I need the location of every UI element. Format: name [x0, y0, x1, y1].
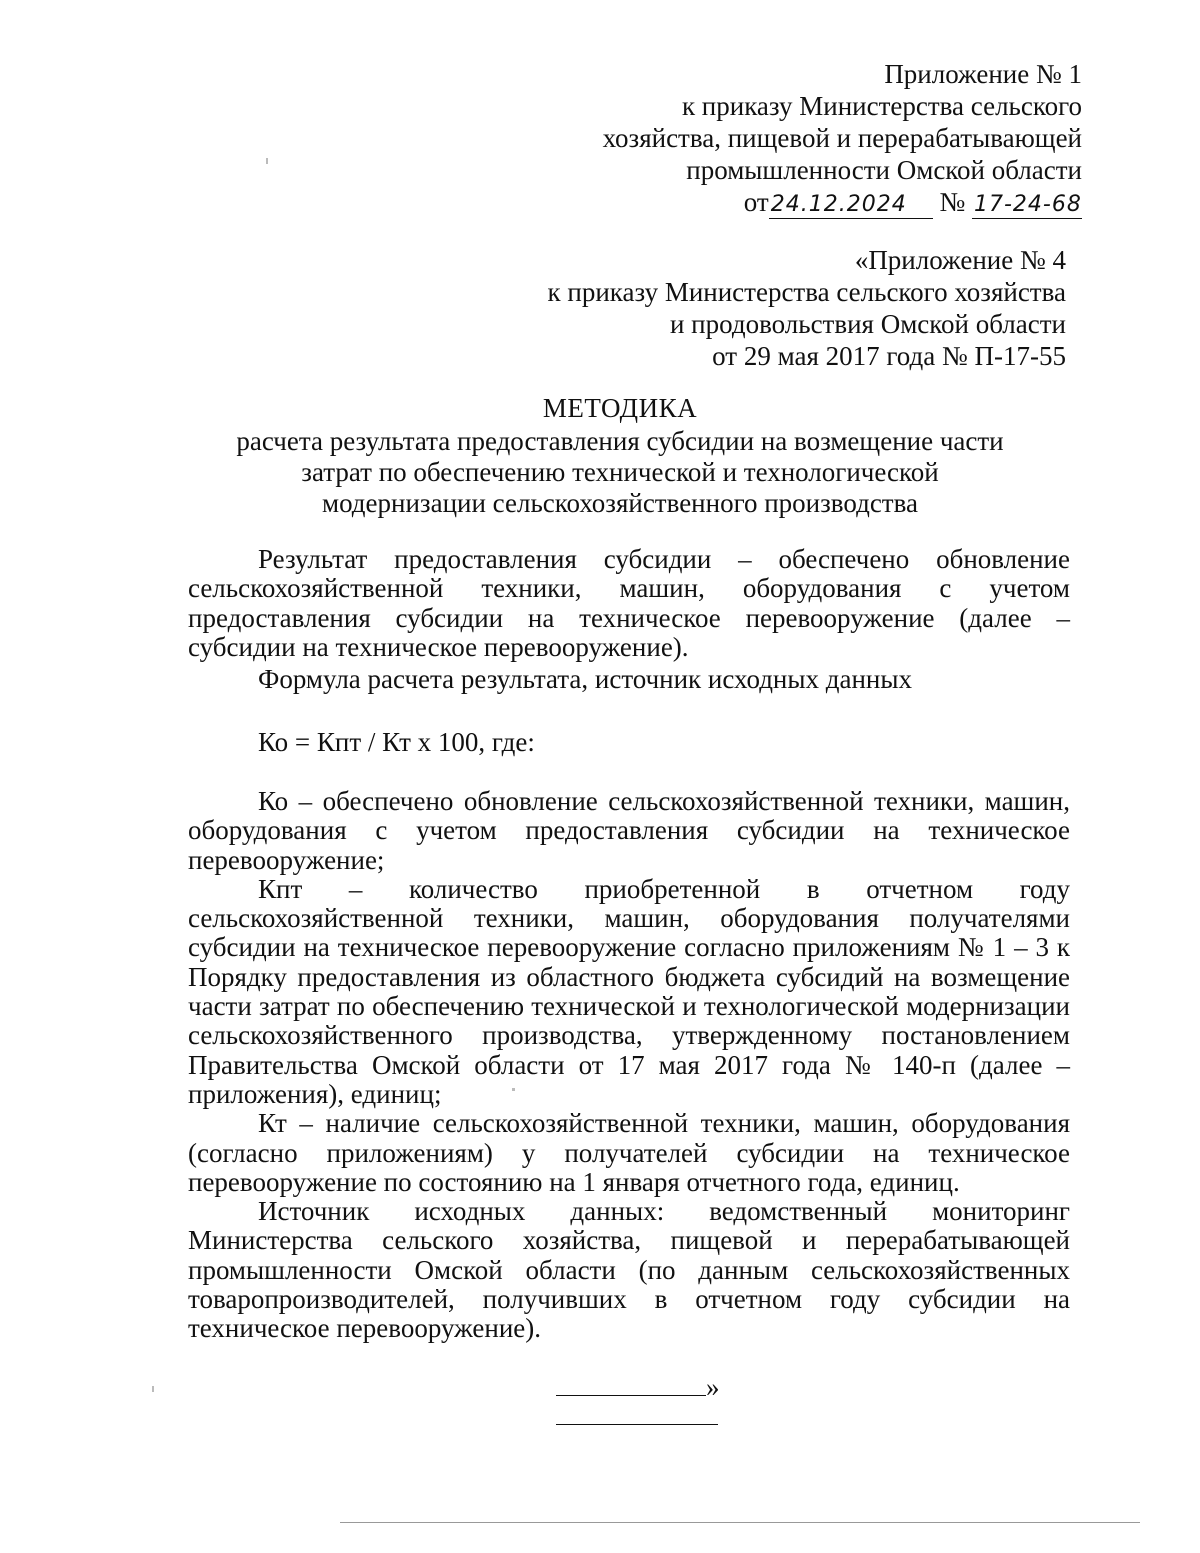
scan-speck	[512, 1088, 515, 1091]
handwritten-date: 24.12.2024	[769, 192, 933, 219]
appendix-date-line	[603, 186, 1082, 219]
from-label: от	[743, 187, 769, 217]
appendix-line: хозяйства, пищевой и перерабатывающей	[602, 123, 1082, 153]
end-underline	[556, 1424, 718, 1425]
appendix-line: к приказу Министерства сельского	[681, 91, 1082, 121]
data-source: Источник исходных данных: ведомственный мониторинг Министерства сельского хозяйства, пищевой и перерабатывающей промышленности Омской области (по данным сельскохозяйственных товаропроизводителей, получивших в отчетном году субсидии на техническое перевооружение).	[188, 1196, 1070, 1344]
paragraph-text: Результат предоставления субсидии – обеспечено обновление сельскохозяйственной техники, машин, оборудования с учетом предоставления субсидии на техническое перевооружение (далее – субсидии на техническое перевооружение).	[188, 544, 1070, 662]
scan-speck	[266, 158, 268, 164]
closing-quote: »	[706, 1372, 720, 1402]
appendix-line: от 29 мая 2017 года № П-17-55	[712, 341, 1066, 371]
definition-kpt: Кпт – количество приобретенной в отчетном году сельскохозяйственной техники, машин, оборудования получателями субсидии на техническое перевооружение согласно приложениям № 1 – 3 к Порядку предоставления из областного бюджета субсидий на возмещение части затрат по обеспечению технической и технологической модернизации сельскохозяйственного производства, утвержденному постановлением Правительства Омской области от 17 мая 2017 года № 140-п (далее – приложения), единиц;	[188, 873, 1070, 1109]
handwritten-number: 17-24-68	[974, 192, 1082, 217]
appendix-title: «Приложение № 4	[854, 245, 1066, 275]
title-main: МЕТОДИКА	[542, 393, 698, 423]
document-title	[180, 393, 1060, 519]
scan-speck	[152, 1386, 154, 1392]
title-line: расчета результата предоставления субсидии на возмещение части	[236, 426, 1004, 456]
formula	[258, 728, 1078, 757]
definitions	[188, 787, 1070, 1344]
appendix-header-1	[603, 58, 1082, 219]
paragraph-text: Формула расчета результата, источник исходных данных	[258, 664, 913, 694]
number-label: №	[939, 187, 966, 217]
closing-mark	[556, 1372, 720, 1402]
paragraph-formula-intro	[258, 665, 1078, 694]
title-line: затрат по обеспечению технической и технологической	[301, 457, 939, 487]
closing-underline	[556, 1375, 706, 1396]
appendix-line: промышленности Омской области	[686, 155, 1082, 185]
title-line: модернизации сельскохозяйственного производства	[322, 488, 918, 518]
definition-kt: Кт – наличие сельскохозяйственной техники, машин, оборудования (согласно приложениям) у получателей субсидии на техническое перевооружение по состоянию на 1 января отчетного года, единиц.	[188, 1108, 1070, 1197]
definition-ko: Ко – обеспечено обновление сельскохозяйственной техники, машин, оборудования с учетом предоставления субсидии на техническое перевооружение;	[188, 786, 1070, 875]
appendix-line: к приказу Министерства сельского хозяйства	[547, 277, 1066, 307]
paragraph-result	[188, 545, 1070, 662]
scan-artifact-line	[340, 1522, 1140, 1523]
appendix-header-2	[548, 244, 1066, 372]
appendix-title: Приложение № 1	[884, 59, 1082, 89]
formula-text: Ко = Кпт / Кт х 100, где:	[258, 727, 535, 757]
appendix-line: и продовольствия Омской области	[669, 309, 1066, 339]
